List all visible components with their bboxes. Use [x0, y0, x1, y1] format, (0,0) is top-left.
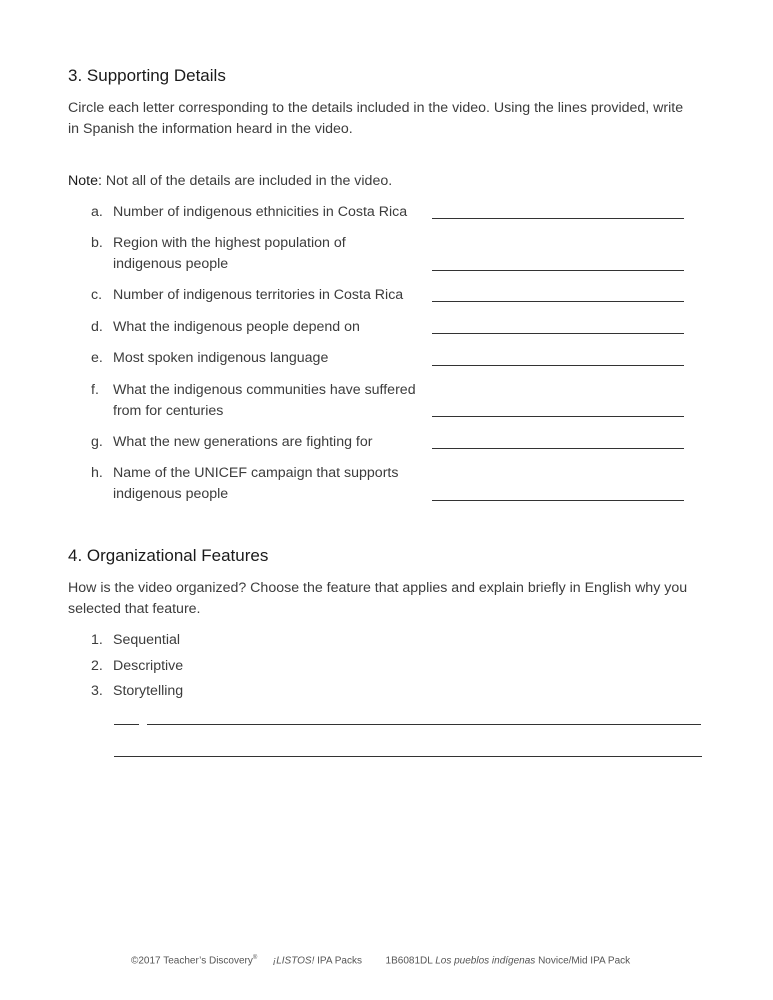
answer-line-b[interactable]: [432, 270, 684, 271]
item-text: What the new generations are fighting for: [113, 434, 373, 450]
item-letter[interactable]: c.: [91, 287, 103, 303]
answer-line-e[interactable]: [432, 365, 684, 366]
item-text: Most spoken indigenous language: [113, 350, 329, 366]
detail-item-e[interactable]: [91, 348, 328, 369]
option-number: 3.: [91, 683, 103, 699]
section-4-instructions: [68, 578, 728, 619]
item-letter[interactable]: d.: [91, 319, 103, 335]
item-text: What the indigenous people depend on: [113, 319, 360, 335]
detail-item-b[interactable]: [91, 233, 346, 274]
section-4-heading: 4. Organizational Features: [68, 546, 269, 565]
item-letter[interactable]: f.: [91, 382, 99, 398]
footer-code: 1B6081DL: [385, 955, 436, 967]
item-text-line-2: from for centuries: [113, 402, 224, 419]
item-text: Number of indigenous ethnicities in Costa Rica: [113, 204, 408, 220]
item-text-line-2: indigenous people: [113, 485, 229, 502]
answer-line-c[interactable]: [432, 301, 684, 302]
note-text: Not all of the details are included in the video.: [105, 173, 393, 189]
option-storytelling[interactable]: [91, 681, 183, 702]
option-label: Descriptive: [113, 658, 184, 674]
item-text: Name of the UNICEF campaign that supports: [113, 465, 399, 481]
detail-item-h[interactable]: [91, 463, 398, 504]
option-number: 1.: [91, 632, 103, 648]
item-letter[interactable]: b.: [91, 235, 103, 251]
explanation-line-1[interactable]: [147, 724, 701, 725]
item-text: Region with the highest population of: [113, 235, 346, 251]
footer-listos: ¡LISTOS!: [272, 955, 315, 967]
item-letter[interactable]: g.: [91, 434, 103, 450]
section-3-instructions: [68, 98, 728, 139]
option-label: Sequential: [113, 632, 181, 648]
answer-line-f[interactable]: [432, 416, 684, 417]
instructions-line-2: in Spanish the information heard in the video.: [68, 120, 353, 137]
note: [68, 171, 392, 192]
item-letter[interactable]: e.: [91, 350, 103, 366]
note-label: Note:: [68, 173, 102, 189]
item-letter[interactable]: a.: [91, 204, 103, 220]
option-descriptive[interactable]: [91, 656, 183, 677]
answer-line-a[interactable]: [432, 218, 684, 219]
section-3-heading: 3. Supporting Details: [68, 66, 226, 85]
answer-line-h[interactable]: [432, 500, 684, 501]
item-text: Number of indigenous territories in Costa Rica: [113, 287, 404, 303]
detail-item-a[interactable]: [91, 202, 407, 223]
choice-blank-line[interactable]: [114, 724, 139, 725]
option-sequential[interactable]: [91, 630, 180, 651]
footer-registered: ®: [252, 955, 258, 961]
item-text: What the indigenous communities have suffered: [113, 382, 416, 398]
footer: [131, 955, 630, 966]
footer-copyright: ©2017 Teacher’s Discovery: [131, 955, 253, 967]
item-text-line-2: indigenous people: [113, 255, 229, 272]
footer-ipa-packs: IPA Packs: [314, 955, 362, 967]
explanation-line-2[interactable]: [114, 756, 702, 757]
instructions-line-2: selected that feature.: [68, 600, 201, 617]
instructions-line-1: How is the video organized? Choose the feature that applies and explain briefly in English why you: [68, 580, 688, 596]
footer-title: Los pueblos indígenas: [435, 955, 536, 967]
detail-item-d[interactable]: [91, 317, 360, 338]
instructions-line-1: Circle each letter corresponding to the details included in the video. Using the lines provided, write: [68, 100, 684, 116]
option-label: Storytelling: [113, 683, 184, 699]
detail-item-g[interactable]: [91, 432, 372, 453]
footer-suffix: Novice/Mid IPA Pack: [535, 955, 631, 967]
detail-item-f[interactable]: [91, 380, 416, 421]
detail-item-c[interactable]: [91, 285, 403, 306]
option-number: 2.: [91, 658, 103, 674]
item-letter[interactable]: h.: [91, 465, 103, 481]
answer-line-d[interactable]: [432, 333, 684, 334]
answer-line-g[interactable]: [432, 448, 684, 449]
